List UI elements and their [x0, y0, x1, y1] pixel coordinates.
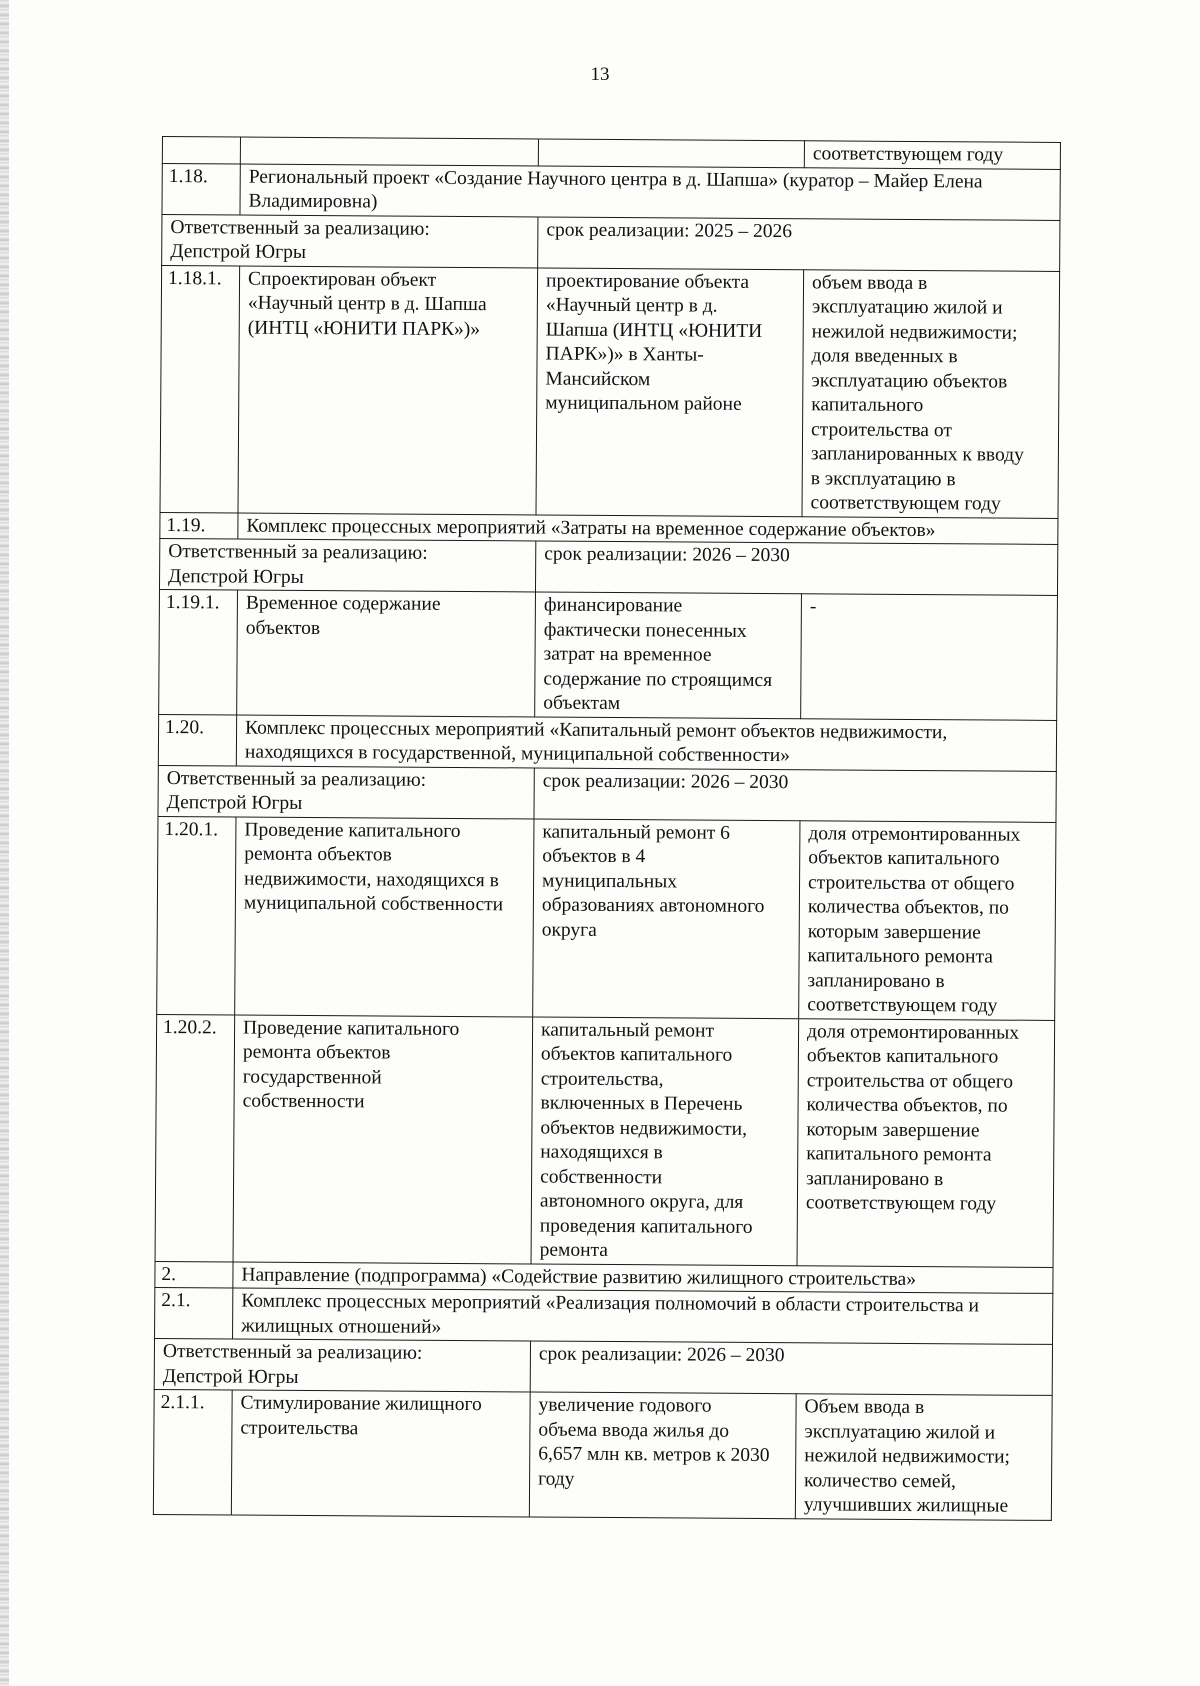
responsible-label: Ответственный за реализацию:: [168, 541, 428, 564]
term-cell: срок реализации: 2026 – 2030: [535, 541, 1057, 595]
section-row-1-20: [158, 714, 1056, 771]
responsible-cell: [158, 765, 534, 818]
item-task: Проведение капитального ремонта объектов государственной собственности: [233, 1015, 533, 1264]
page-number: 13: [590, 64, 610, 85]
responsible-row-1-20: [158, 765, 1056, 822]
responsible-cell: [154, 1338, 530, 1391]
responsible-cell: [159, 538, 535, 591]
table-row-1-20-1: [157, 816, 1056, 1020]
item-indicator: доля отремонтированных объектов капитального строительства от общего количества объектов, по которым завершение капитального ремонта запланировано в соответствующем году: [797, 1018, 1055, 1267]
section-title: Комплекс процессных мероприятий «Затраты на временное содержание объектов»: [238, 513, 1058, 545]
responsible-org: Депстрой Югры: [166, 792, 303, 814]
item-number: 1.20.1.: [157, 816, 236, 1015]
item-number: 1.20.2.: [155, 1014, 235, 1262]
item-task: Временное содержание объектов: [237, 590, 536, 716]
item-description: капитальный ремонт 6 объектов в 4 муниципальных образованиях автономного округа: [533, 818, 800, 1018]
responsible-label: Ответственный за реализацию:: [166, 767, 427, 791]
item-task: Спроектирован объект «Научный центр в д. Шапша (ИНТЦ «ЮНИТИ ПАРК»)»: [238, 266, 538, 515]
item-number: 2.1.1.: [153, 1389, 232, 1514]
program-table: [153, 136, 1061, 1520]
responsible-row-1-18: [162, 214, 1060, 271]
item-number: 1.18.1.: [160, 265, 240, 513]
item-indicator: -: [801, 594, 1058, 720]
section-number: 2.1.: [155, 1287, 233, 1339]
item-description: финансирование фактически понесенных затрат на временное содержание по строящимся объектам: [535, 592, 802, 718]
section-title: Комплекс процессных мероприятий «Реализация полномочий в области строительства и жилищных отношений»: [233, 1288, 1053, 1344]
responsible-row-2-1: [154, 1338, 1052, 1395]
item-description: капитальный ремонт объектов капитального строительства, включенных в Перечень объектов недвижимости, находящихся в собственности автономного округа, для проведения капитального ремонта: [531, 1016, 799, 1265]
section-number: 2.: [155, 1261, 233, 1288]
cell-empty: [240, 137, 538, 165]
table-row-1-19-1: [159, 589, 1058, 719]
item-indicator: доля отремонтированных объектов капитального строительства от общего количества объектов, по которым завершение капитального ремонта запланировано в соответствующем году: [799, 820, 1056, 1020]
item-description: увеличение годового объема ввода жилья до 6,657 млн кв. метров к 2030 году: [529, 1392, 796, 1518]
item-task: Проведение капитального ремонта объектов недвижимости, находящихся в муниципальной собственности: [235, 817, 534, 1017]
item-indicator: объем ввода в эксплуатацию жилой и нежилой недвижимости; доля введенных в эксплуатацию объектов капитального строительства от запланированных к вводу в эксплуатацию в соответствующем году: [802, 269, 1060, 518]
section-title: Региональный проект «Создание Научного центра в д. Шапша» (куратор – Майер Елена Владимировна): [240, 164, 1060, 220]
responsible-label: Ответственный за реализацию:: [162, 1341, 423, 1364]
responsible-org: Депстрой Югры: [162, 1365, 299, 1388]
item-number: 1.19.1.: [159, 589, 238, 714]
section-number: 1.20.: [158, 714, 236, 766]
section-title: Направление (подпрограмма) «Содействие развитию жилищного строительства»: [233, 1261, 1053, 1293]
responsible-row-1-19: [159, 538, 1057, 595]
scan-edge: [0, 0, 9, 1686]
table-row-2-1-1: [153, 1389, 1052, 1519]
item-task: Стимулирование жилищного строительства: [231, 1390, 530, 1516]
cell-empty: [162, 137, 240, 164]
table-row-1-20-2: [155, 1014, 1055, 1267]
responsible-cell: [162, 214, 538, 267]
term-cell: срок реализации: 2025 – 2026: [538, 216, 1060, 270]
item-indicator: Объем ввода в эксплуатацию жилой и нежилой недвижимости; количество семей, улучшивших жилищные: [795, 1394, 1052, 1520]
responsible-label: Ответственный за реализацию:: [170, 216, 430, 240]
term-cell: срок реализации: 2026 – 2030: [534, 767, 1056, 821]
responsible-org: Депстрой Югры: [168, 565, 304, 588]
item-description: проектирование объекта «Научный центр в д. Шапша (ИНТЦ «ЮНИТИ ПАРК»)» в Ханты- Мансийском муниципальном районе: [536, 267, 804, 516]
section-number: 1.19.: [160, 512, 238, 539]
cell-indicator: соответствующем году: [804, 141, 1060, 169]
section-title: Комплекс процессных мероприятий «Капитальный ремонт объектов недвижимости, находящихся в государственной, муниципальной собственности»: [236, 715, 1056, 771]
section-row-2-1: [155, 1287, 1053, 1344]
responsible-org: Депстрой Югры: [170, 241, 307, 263]
section-number: 1.18.: [162, 163, 240, 215]
cell-empty: [538, 139, 804, 167]
term-cell: срок реализации: 2026 – 2030: [530, 1341, 1052, 1395]
table-row-1-18-1: [160, 265, 1060, 518]
section-row-1-18: [162, 163, 1060, 220]
